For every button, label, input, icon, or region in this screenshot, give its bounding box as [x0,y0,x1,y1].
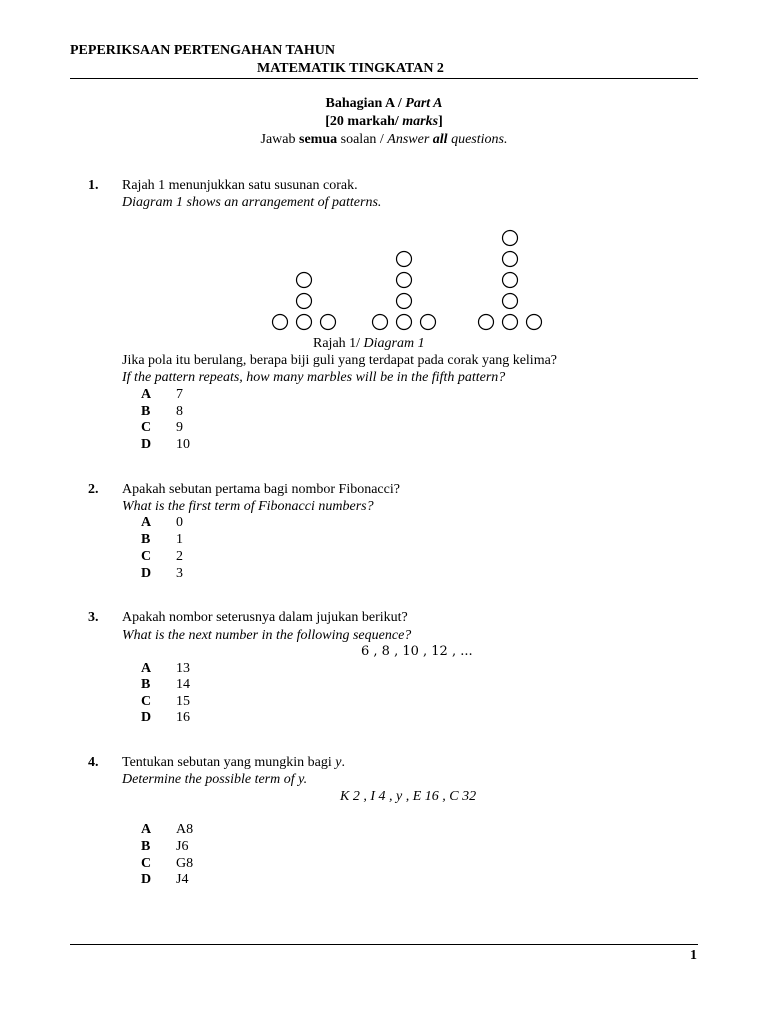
question-3-number: 3. [88,610,99,625]
punctuation: . [341,755,345,770]
option-value[interactable]: 1 [176,532,183,547]
instruction-part: soalan / [337,132,388,147]
question-4-english-text: Determine the possible term of [122,772,299,787]
option-value[interactable]: 14 [176,677,190,692]
page-number: 1 [690,948,697,963]
option-letter[interactable]: A [141,661,152,676]
caption-english: Diagram 1 [363,336,425,351]
question-2-number: 2. [88,482,99,497]
header-title-2: MATEMATIK TINGKATAN 2 [257,61,444,76]
marble [373,315,388,330]
header-divider [70,78,698,79]
option-value[interactable]: 10 [176,437,190,452]
section-title [70,96,698,112]
question-3-malay: Apakah nombor seterusnya dalam jujukan berikut? [122,610,408,625]
marble [397,273,412,288]
marks-prefix: [20 markah/ [325,114,403,129]
option-letter[interactable]: B [141,404,151,419]
section-instruction [70,132,698,148]
marble [321,315,336,330]
marble [421,315,436,330]
option-letter[interactable]: C [141,420,152,435]
option-value[interactable]: A8 [176,822,194,837]
option-value[interactable]: 2 [176,549,183,564]
question-4-malay [122,755,345,771]
option-value[interactable]: 13 [176,661,190,676]
option-value[interactable]: 3 [176,566,183,581]
section-title-malay: Bahagian A / [325,96,406,111]
instruction-part: semua [299,132,338,147]
diagram-1-caption [313,336,425,352]
option-value[interactable]: 8 [176,404,183,419]
question-1-number: 1. [88,178,99,193]
marble [297,273,312,288]
caption-malay: Rajah 1/ [313,336,364,351]
question-4-sequence: K 2 , I 4 , y , E 16 , C 32 [340,789,477,804]
section-marks [70,114,698,130]
marble [273,315,288,330]
marks-suffix: ] [438,114,443,129]
marble [397,294,412,309]
question-1-english: Diagram 1 shows an arrangement of patterns. [122,195,382,210]
marble [503,231,518,246]
option-letter[interactable]: B [141,839,151,854]
marble [397,252,412,267]
question-2-english: What is the first term of Fibonacci numbers? [122,499,374,514]
option-letter[interactable]: A [141,515,152,530]
option-letter[interactable]: A [141,822,152,837]
header-title-1: PEPERIKSAAN PERTENGAHAN TAHUN [70,43,336,58]
marble [503,294,518,309]
instruction-part: questions. [447,132,508,147]
marble [503,252,518,267]
instruction-part: Answer [387,132,433,147]
option-letter[interactable]: D [141,437,152,452]
punctuation: . [303,772,308,787]
question-4-malay-text: Tentukan sebutan yang mungkin bagi [122,755,336,770]
question-4-number: 4. [88,755,99,770]
question-1-malay: Rajah 1 menunjukkan satu susunan corak. [122,178,358,193]
question-1-malay-2: Jika pola itu berulang, berapa biji guli yang terdapat pada corak yang kelima? [122,353,558,368]
marble [527,315,542,330]
variable-y: y [335,755,342,770]
option-letter[interactable]: D [141,872,152,887]
instruction-part: all [432,132,448,147]
option-value[interactable]: 16 [176,710,190,725]
option-value[interactable]: G8 [176,856,194,871]
option-value[interactable]: 7 [176,387,183,402]
question-3-sequence: 6 , 8 , 10 , 12 , ... [361,644,473,659]
option-letter[interactable]: A [141,387,152,402]
diagram-1-marble-patterns [260,225,560,335]
option-letter[interactable]: B [141,532,151,547]
marble [297,294,312,309]
option-value[interactable]: J6 [176,839,189,854]
section-title-english: Part A [405,96,443,111]
instruction-part: Jawab [260,132,300,147]
option-value[interactable]: 9 [176,420,183,435]
question-4-english [122,772,307,788]
option-letter[interactable]: C [141,549,152,564]
footer-divider [70,944,698,945]
marble [503,273,518,288]
question-3-english: What is the next number in the following sequence? [122,628,412,643]
option-letter[interactable]: C [141,694,152,709]
option-value[interactable]: 0 [176,515,183,530]
option-letter[interactable]: C [141,856,152,871]
marble [297,315,312,330]
marble [397,315,412,330]
question-2-malay: Apakah sebutan pertama bagi nombor Fibonacci? [122,482,400,497]
marble [479,315,494,330]
variable-y: y [298,772,304,787]
marble [503,315,518,330]
marks-english: marks [402,114,439,129]
option-letter[interactable]: D [141,710,152,725]
option-value[interactable]: J4 [176,872,189,887]
option-letter[interactable]: D [141,566,152,581]
option-letter[interactable]: B [141,677,151,692]
option-value[interactable]: 15 [176,694,190,709]
question-1-english-2: If the pattern repeats, how many marbles will be in the fifth pattern? [122,370,506,385]
